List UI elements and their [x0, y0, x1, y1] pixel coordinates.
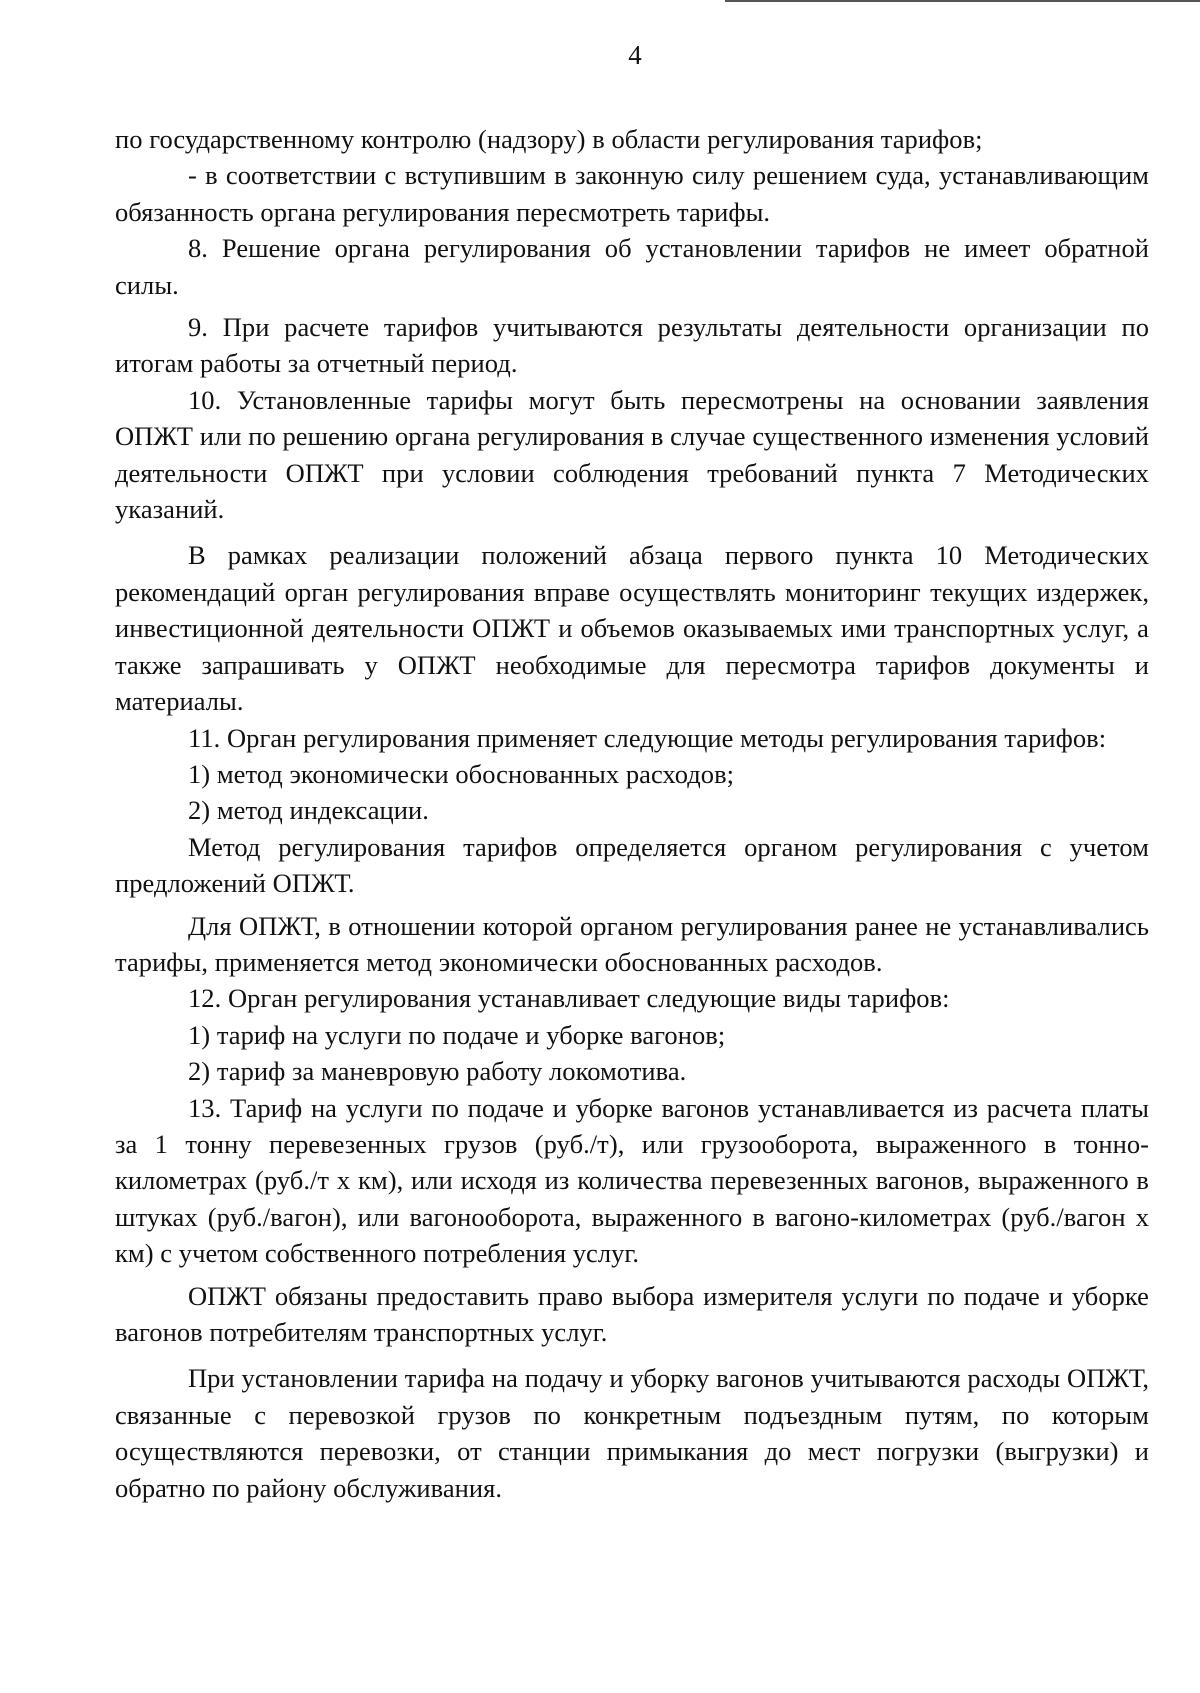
paragraph-new-opzht: Для ОПЖТ, в отношении которой органом регулирования ранее не устанавливались тарифы, применяется метод экономически обоснованных расходов. — [115, 910, 1149, 977]
paragraph-item-12: 12. Орган регулирования устанавливает следующие виды тарифов: — [188, 983, 950, 1014]
paragraph-court-decision: - в соответствии с вступившим в законную силу решением суда, устанавливающим обязанность органа регулирования пересмотреть тарифы. — [115, 160, 1149, 227]
paragraph-item-9: 9. При расчете тарифов учитываются результаты деятельности организации по итогам работы за отчетный период. — [115, 312, 1149, 379]
paragraph-method-choice: Метод регулирования тарифов определяется органом регулирования с учетом предложений ОПЖТ. — [115, 831, 1149, 899]
paragraph-item-8: 8. Решение органа регулирования об установлении тарифов не имеет обратной силы. — [115, 233, 1149, 300]
paragraph-expenses: При установлении тарифа на подачу и уборку вагонов учитываются расходы ОПЖТ, связанные с перевозкой грузов по конкретным подъездным путям, по которым осуществляются перевозки, от станции примыкания до мест погрузки (выгрузки) и обратно по району обслуживания. — [115, 1363, 1149, 1503]
paragraph-item-13: 13. Тариф на услуги по подаче и уборке вагонов устанавливается из расчета платы за 1 тонну перевезенных грузов (руб./т), или грузооборота, выраженного в тонно-километрах (руб./т х км), или исходя из количества перевезенных вагонов, выраженного в штуках (руб./вагон), или вагонооборота, выраженного в вагоно-километрах (руб./вагон х км) с учетом собственного потребления услуг. — [115, 1092, 1149, 1269]
paragraph-item-11: 11. Орган регулирования применяет следующие методы регулирования тарифов: — [188, 722, 1107, 753]
top-edge-line — [725, 0, 1200, 2]
paragraph-monitoring: В рамках реализации положений абзаца первого пункта 10 Методических рекомендаций орган регулирования вправе осуществлять мониторинг текущих издержек, инвестиционной деятельности ОПЖТ и объемов оказываемых ими транспортных услуг, а также запрашивать у ОПЖТ необходимые для пересмотра тарифов документы и материалы. — [115, 540, 1149, 717]
paragraph-continuation: по государственному контролю (надзору) в области регулирования тарифов; — [115, 124, 983, 154]
paragraph-measure-choice: ОПЖТ обязаны предоставить право выбора измерителя услуги по подаче и уборке вагонов потребителям транспортных услуг. — [115, 1280, 1149, 1347]
list-item-tariff-1: 1) тариф на услуги по подаче и уборке вагонов; — [188, 1019, 726, 1050]
document-body — [115, 121, 1149, 1506]
list-item-method-2: 2) метод индексации. — [188, 795, 429, 826]
list-item-tariff-2: 2) тариф за маневровую работу локомотива. — [188, 1056, 687, 1087]
page-number: 4 — [628, 40, 642, 70]
list-item-method-1: 1) метод экономически обоснованных расходов; — [188, 758, 735, 789]
paragraph-item-10: 10. Установленные тарифы могут быть пересмотрены на основании заявления ОПЖТ или по решению органа регулирования в случае существенного изменения условий деятельности ОПЖТ при условии соблюдения требований пункта 7 Методических указаний. — [115, 384, 1149, 525]
